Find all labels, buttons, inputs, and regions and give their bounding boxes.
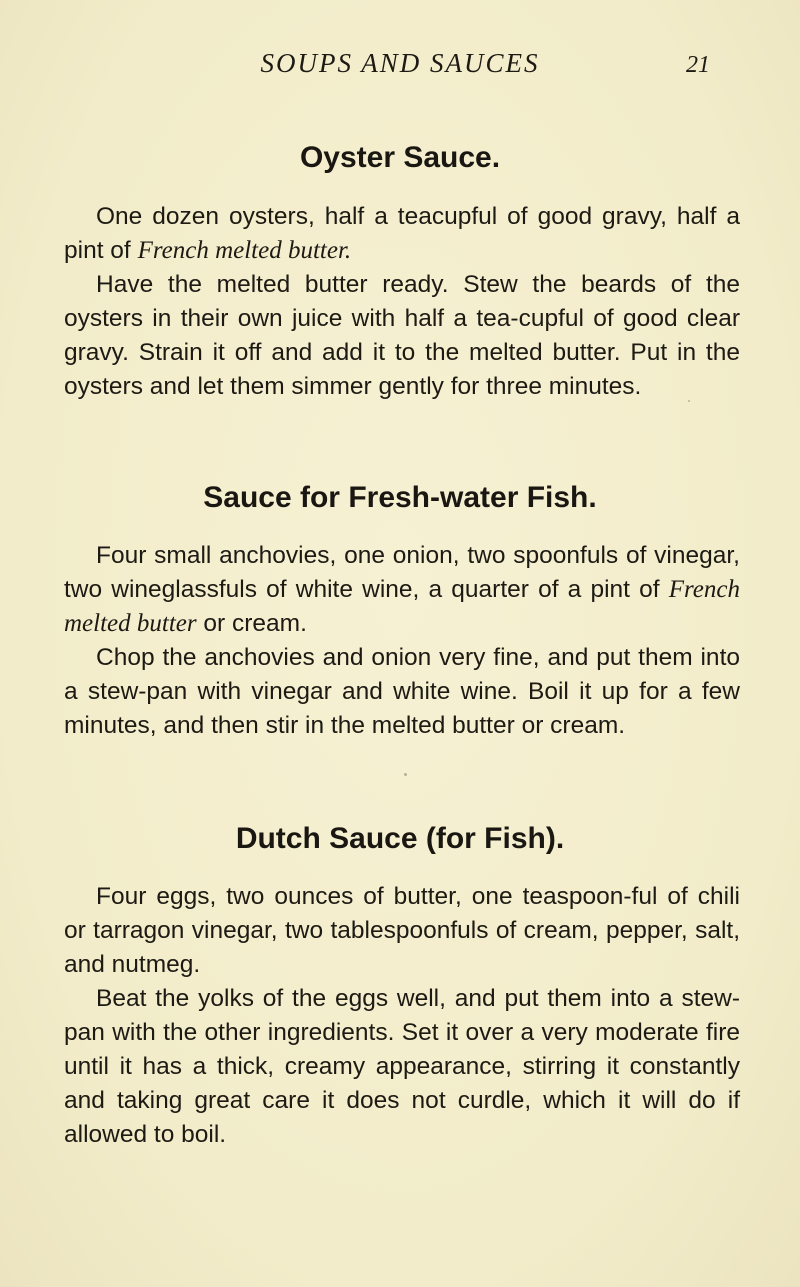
recipe-ingredients-oyster-sauce: [64, 200, 740, 268]
ingredients-emphasis: French melted butter.: [137, 237, 352, 264]
recipe-title-dutch-sauce: Dutch Sauce (for Fish).: [235, 822, 565, 855]
ingredients-text: Four small anchovies, one onion, two spoonfuls of vinegar, two wineglassfuls of white wine, a quarter of a pint of: [64, 542, 740, 603]
recipe-ingredients-dutch-sauce: Four eggs, two ounces of butter, one teaspoon-ful of chili or tarragon vinegar, two tablespoonfuls of cream, pepper, salt, and nutmeg.: [64, 883, 740, 978]
ingredients-text: One dozen oysters, half a teacupful of good gravy, half a pint of: [64, 203, 740, 264]
paper-speck: [688, 400, 690, 402]
ingredients-emphasis: French melted butter: [64, 576, 740, 637]
running-title: SOUPS AND SAUCES: [260, 48, 540, 78]
ingredients-text-after: or cream.: [196, 610, 307, 637]
running-head: [0, 44, 800, 84]
paper-speck: [404, 773, 407, 776]
recipe-title-oyster-sauce: Oyster Sauce.: [299, 141, 501, 174]
recipe-method-oyster-sauce: Have the melted butter ready. Stew the beards of the oysters in their own juice with half a tea-cupful of good clear gravy. Strain it off and add it to the melted butter. Put in the oysters and let them simmer gently for three minutes.: [64, 271, 740, 400]
recipe-ingredients-fresh-water-fish: [64, 539, 740, 641]
recipe-method-fresh-water-fish: Chop the anchovies and onion very fine, and put them into a stew-pan with vinegar and white wine. Boil it up for a few minutes, and then stir in the melted butter or cream.: [64, 644, 740, 739]
recipe-method-dutch-sauce: Beat the yolks of the eggs well, and put them into a stew-pan with the other ingredients. Set it over a very moderate fire until it has a thick, creamy appearance, stirring it constantly and taking great care it does not curdle, which it will do if allowed to boil.: [64, 985, 740, 1148]
page-number: 21: [686, 52, 710, 78]
recipe-title-fresh-water-fish: Sauce for Fresh-water Fish.: [203, 481, 597, 514]
